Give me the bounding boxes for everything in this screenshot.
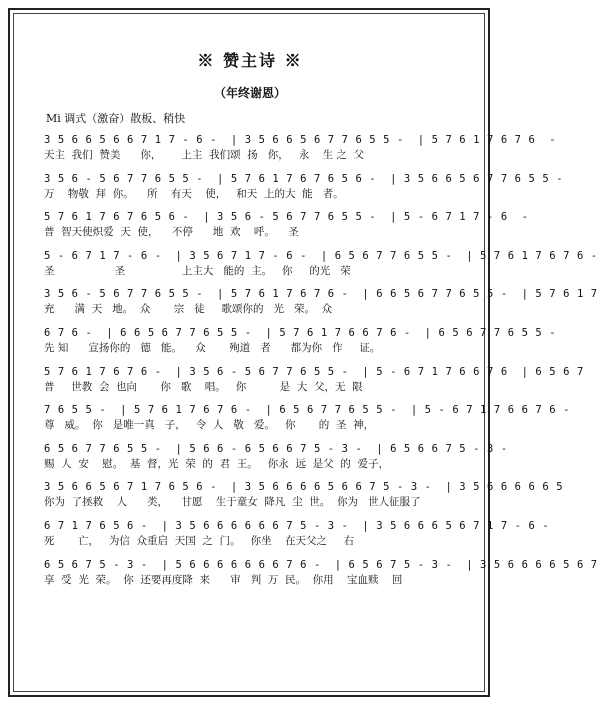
score-system — [44, 514, 550, 553]
lyrics-line: 你为 了拯救 人 类， 甘愿 生于童女 降凡 尘 世。 你为 世人征服了 — [44, 496, 421, 509]
notation-line: 6 7 6 - | 6 6 5 6 7 7 6 5 5 - | 5 7 6 1 7 6 6 7 6 - | 6 5 6 7 7 6 5 5 - — [44, 326, 557, 339]
lyrics-line: 充 满 天 地。 众 宗 徒 歌颂你的 光 荣。 众 — [44, 303, 333, 316]
lyrics-line: 尊 威。 你 是唯一真 子， 令 人 敬 爱。 你 的 圣 神， — [44, 419, 375, 432]
lyrics-line: 普 世教 会 也向 你 歌 唱。 你 是 大 父，无 限 — [44, 380, 363, 393]
score-system — [44, 205, 529, 244]
notation-line: 6 5 6 7 5 - 3 - | 5 6 6 6 6 6 6 6 7 6 - | 6 5 6 7 5 - 3 - | 3 5 6 6 6 6 5 6 7 — [44, 558, 598, 571]
notation-line: 5 - 6 7 1 7 - 6 - | 3 5 6 7 1 7 - 6 - | 6 5 6 7 7 6 5 5 - | 5 7 6 1 7 6 7 6 - — [44, 249, 598, 262]
song-subtitle: （年终谢恩） — [213, 86, 286, 100]
notation-line: 6 7 1 7 6 5 6 - | 3 5 6 6 6 6 6 6 7 5 - 3 - | 3 5 6 6 6 5 6 7 1 7 - 6 - — [44, 519, 550, 532]
notation-line: 3 5 6 6 5 6 6 7 1 7 - 6 - | 3 5 6 6 5 6 7 7 6 5 5 - | 5 7 6 1 7 6 7 6 - — [44, 134, 557, 146]
lyrics-line: 万 物敬 拜 你。 所 有天 使， 和天 上的大 能 者。 — [44, 187, 344, 200]
notation-line: 5 7 6 1 7 6 7 6 5 6 - | 3 5 6 - 5 6 7 7 6 5 5 - | 5 - 6 7 1 7 - 6 - — [44, 211, 529, 224]
score-system — [44, 167, 564, 206]
score-system — [44, 244, 598, 283]
score-system — [44, 282, 598, 321]
score-system — [44, 398, 571, 437]
notation-line: 3 5 6 - 5 6 7 7 6 5 5 - | 5 7 6 1 7 6 7 6 - | 6 6 5 6 7 7 6 5 5 - | 5 7 6 1 7 — [44, 288, 598, 301]
notation-line: 6 5 6 7 7 6 5 5 - | 5 6 6 - 6 5 6 6 7 5 - 3 - | 6 5 6 6 7 5 - 3 - — [44, 442, 508, 455]
notation-line: 7 6 5 5 - | 5 7 6 1 7 6 7 6 - | 6 5 6 7 7 6 5 5 - | 5 - 6 7 1 7 6 6 7 6 - — [44, 404, 571, 417]
notation-line: 3 5 6 - 5 6 7 7 6 5 5 - | 5 7 6 1 7 6 7 6 5 6 - | 3 5 6 6 5 6 7 7 6 5 5 - — [44, 172, 564, 185]
score-system — [44, 360, 584, 399]
score-system — [44, 553, 598, 592]
score-system — [44, 437, 508, 476]
lyrics-line: 普 智天使炽爱 天 使， 不停 地 欢 呼。 圣 — [44, 226, 299, 239]
lyrics-line: 死 亡， 为信 众重启 天国 之 门。 你坐 在天父之 右 — [44, 534, 355, 547]
score-system — [44, 475, 564, 514]
song-title: ※ 赞主诗 ※ — [197, 51, 303, 70]
notation-line: 5 7 6 1 7 6 7 6 - | 3 5 6 - 5 6 7 7 6 5 5 - | 5 - 6 7 1 7 6 6 7 6 | 6 5 6 7 — [44, 365, 584, 378]
notation-line: 3 5 6 6 5 6 7 1 7 6 5 6 - | 3 5 6 6 6 6 5 6 6 7 5 - 3 - | 3 5 6 6 6 6 6 5 — [44, 481, 564, 494]
lyrics-line: 享 受 光 荣。 你 还要再度降 来 审 判 万 民。 你用 宝血赎 回 — [44, 573, 403, 586]
key-marking: Mi 调式（激奋）散板、稍快 — [46, 112, 186, 125]
score-system — [44, 321, 557, 360]
lyrics-line: 圣 圣 上主大 能的 主。 你 的光 荣 — [44, 264, 351, 277]
score-system — [44, 128, 557, 167]
lyrics-line: 先 知 宣扬你的 德 能。 众 殉道 者 都为你 作 证。 — [44, 341, 381, 354]
lyrics-line: 天主 我们 赞美 你， 上主 我们颂 扬 你， 永 生 之 父 — [44, 149, 365, 161]
lyrics-line: 赐 人 安 慰。 基 督，光 荣 的 君 王。 你永 远 是父 的 爱子， — [44, 457, 389, 470]
score — [44, 128, 598, 591]
